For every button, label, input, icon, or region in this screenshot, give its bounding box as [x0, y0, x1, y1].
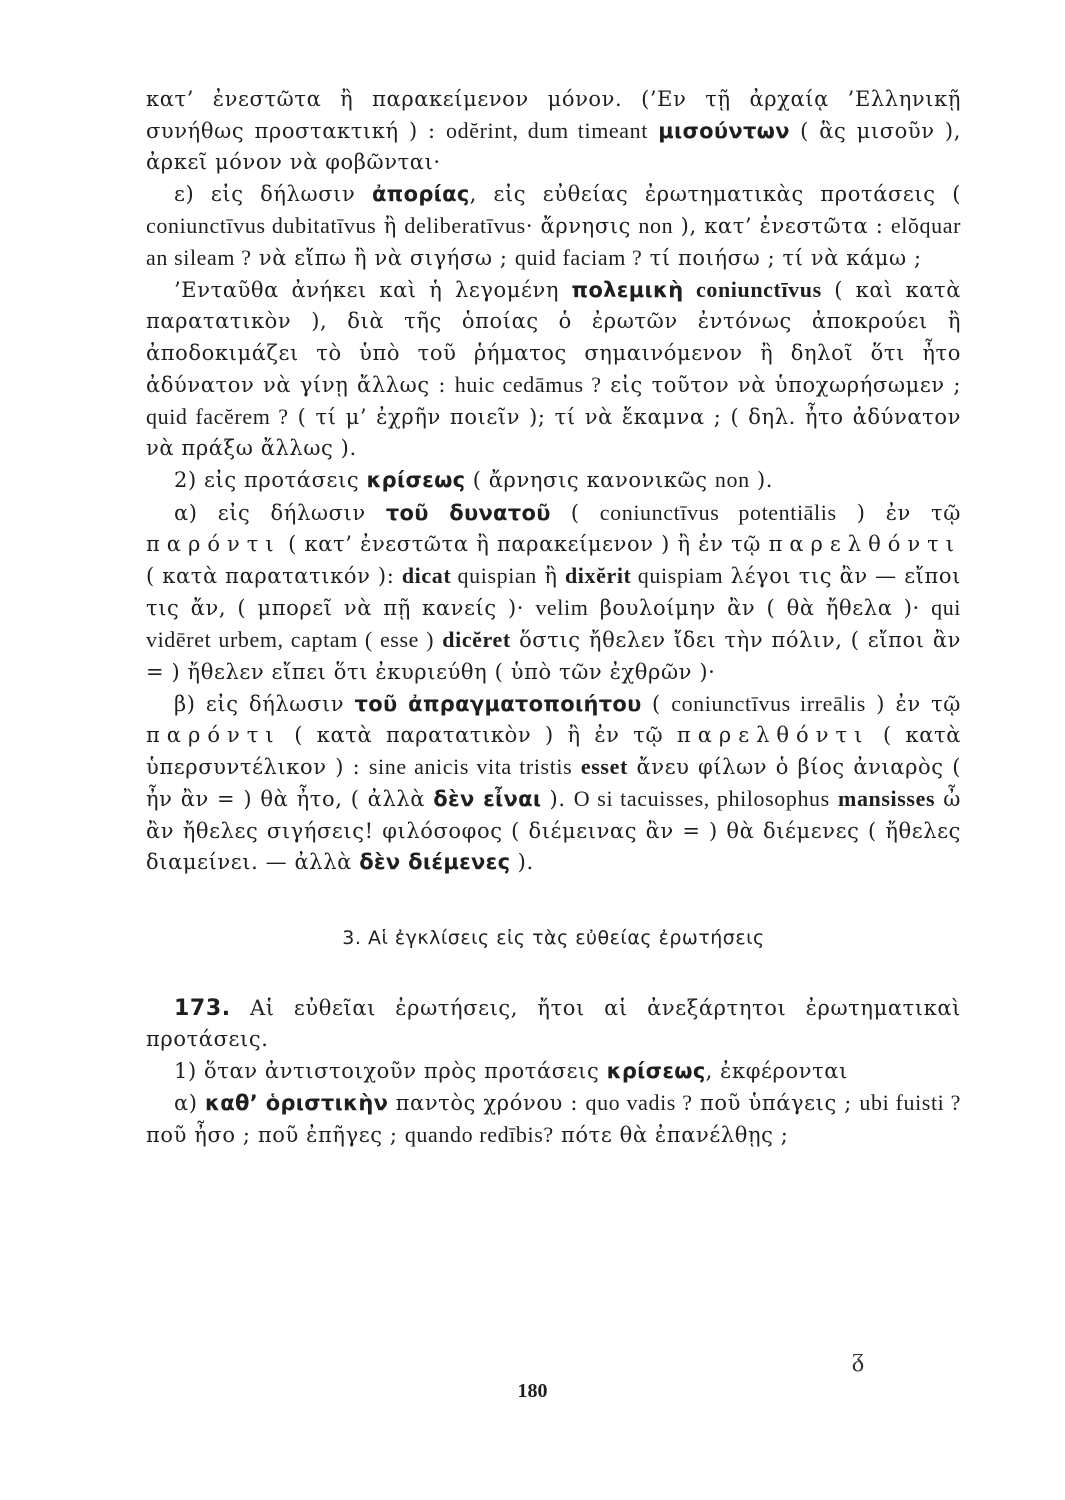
text: ( τί μ’ ἐχρῆν ποιεῖν ); τί νὰ ἔκαμνα ; ( δηλ. ἦτο ἀδύνατον νὰ πράξω ἄλλως ). [146, 405, 961, 461]
paragraph-section-173 [146, 993, 961, 1055]
latin-example: qui vidēret urbem, captam ( esse ) [146, 595, 962, 653]
text: ἄνευ φίλων ὁ βίος ἀνιαρὸς ( ἦν ἂν = ) θὰ ἦτο, ( ἀλλὰ [146, 755, 962, 812]
paragraph-direct-questions [146, 1056, 961, 1087]
text: ( κατὰ ὑπερσυντέλικον ) : [146, 723, 961, 780]
latin-example: O si tacuisses, philosophus [573, 786, 830, 812]
bold-term: κρίσεως [366, 468, 466, 493]
section-heading: 3. Αἱ ἐγκλίσεις εἰς τὰς εὐθείας ἐρωτήσεις [342, 927, 765, 950]
page-body [146, 84, 961, 1151]
latin-example: quid facĕrem ? [146, 404, 289, 430]
latin-term: coniunctīvus irreālis [671, 690, 866, 716]
text: ( κατ’ ἐνεστῶτα ἢ παρακείμενον ) ἢ ἐν τῷ [280, 531, 769, 556]
paragraph-irrealis [146, 688, 961, 878]
latin-example: quid faciam ? [514, 245, 643, 271]
text: ’Ενταῦθα ἀνήκει καὶ ἡ λεγομένη [174, 278, 572, 303]
text: νὰ εἴπω ἢ νὰ σιγήσω ; [251, 246, 515, 271]
text: τί ποιήσω ; τί νὰ κάμω ; [642, 246, 922, 271]
bold-term: μισούντων [658, 119, 790, 144]
text: ὅστις ἤθελεν ἴδει τὴν πόλιν, ( εἴποι ἂν = ) ἤθελεν εἴπει ὅτι ἐκυριεύθη ( ὑπὸ τῶν ἐχθρῶν )· [146, 628, 962, 684]
latin-term: coniunctīvus dubitatīvus [146, 212, 377, 238]
paragraph-imperative-note [146, 84, 961, 179]
text: ὦ ἂν ἤθελες σιγήσεις! φιλόσοφος ( διέμεινας ἂν = ) θὰ διέμενες ( ἤθελες διαμείνει. — ἀλλὰ [146, 787, 962, 874]
text: ε) εἰς δήλωσιν [174, 181, 372, 206]
latin-bold-term: mansisses [838, 786, 936, 812]
text: ) ἐν τῷ [836, 500, 962, 525]
text: ἢ [376, 213, 405, 238]
latin-example: quando redībis? [404, 1122, 554, 1148]
text: παντὸς χρόνου : [388, 1090, 586, 1115]
latin-bold-term: dicĕret [442, 627, 511, 653]
text: ) ἐν τῷ [865, 691, 962, 716]
paragraph-judgement [146, 464, 961, 496]
latin-bold-term: esset [580, 754, 628, 780]
latin-term: deliberatīvus [404, 212, 526, 238]
spaced-term: παρελθόντι [768, 531, 961, 556]
bold-term: καθ’ ὁριστικὴν [205, 1090, 389, 1115]
latin-example: velim [535, 595, 589, 621]
text: , ἐκφέρονται [705, 1058, 848, 1083]
text: ( [641, 691, 672, 716]
text: ). [749, 468, 774, 493]
text: ( κατὰ παρατατικόν ): [146, 564, 402, 589]
text: · ἄρνησις [525, 213, 639, 238]
paragraph-potential [146, 497, 961, 688]
latin-bold-term: coniunctīvus [695, 277, 822, 303]
latin-example: quispian [451, 563, 537, 589]
text: ( ἄρνησις κανονικῶς [465, 468, 715, 493]
text: ( κατὰ παρατατικὸν ) ἢ ἐν τῷ [280, 723, 677, 748]
latin-example: huic cedāmus ? [454, 371, 602, 397]
text: ). [541, 787, 574, 812]
text: ), κατ’ ἐνεστῶτα : [673, 213, 891, 238]
latin-example: odĕrint, dum timeant [446, 118, 648, 144]
text: α) [174, 1090, 206, 1115]
text: ( [550, 500, 600, 525]
bold-term: τοῦ ἀπραγματοποιήτου [354, 691, 642, 716]
latin-bold-term: dicat [401, 563, 452, 589]
spaced-term: παρόντι [146, 723, 281, 748]
latin-term: non [638, 212, 674, 238]
text: ποῦ ἦσο ; ποῦ ἐπῆγες ; [146, 1123, 405, 1148]
text: ( ἃς μισοῦν ), ἀρκεῖ μόνον νὰ φοβῶνται· [146, 119, 961, 175]
section-number: 173. [174, 996, 231, 1022]
bold-term: δὲν διέμενες [359, 849, 511, 874]
text: , εἰς εὐθείας ἐρωτηματικὰς προτάσεις ( [469, 181, 961, 206]
spaced-term: παρόντι [146, 531, 281, 556]
paragraph-aporia [146, 179, 961, 275]
text: ἢ [536, 564, 565, 589]
bold-term: ἀπορίας [371, 181, 470, 206]
bold-term: κρίσεως [606, 1058, 706, 1083]
text: Αἱ εὐθεῖαι ἐρωτήσεις, ἤτοι αἱ ἀνεξάρτητοι ἐρωτηματικαὶ προτάσεις. [146, 996, 961, 1052]
latin-example: quispiam [631, 563, 724, 589]
latin-example: quo vadis ? [585, 1089, 693, 1115]
text: λέγοι τις ἂν — εἴποι τις ἄν, ( μπορεῖ νὰ πῇ κανείς )· [146, 564, 961, 621]
latin-example: sine anicis vita tristis [368, 754, 573, 780]
text: βουλοίμην ἂν ( θὰ ἤθελα )· [588, 596, 932, 621]
text: ( καὶ κατὰ παρατατικὸν ), διὰ τῆς ὁποίας ὁ ἐρωτῶν ἐντόνως ἀποκρούει ἢ ἀποδοκιμάζει τὸ ὑπὸ τοῦ ῥήματος σημαινόμενον ἢ δηλοῖ ὅτι ἦτο ἀδύνατον νὰ γίνῃ ἄλλως : [146, 278, 961, 397]
latin-term: coniunctīvus potentiālis [599, 499, 837, 525]
bold-term: δὲν εἶναι [433, 787, 542, 812]
text: ). [510, 849, 534, 874]
text: 2) εἰς προτάσεις [174, 468, 367, 493]
text: β) εἰς δήλωσιν [174, 691, 355, 716]
latin-bold-term: dixĕrit [564, 563, 632, 589]
latin-term: non [714, 467, 750, 493]
text: πότε θὰ ἐπανέλθῃς ; [553, 1123, 789, 1148]
text: α) εἰς δήλωσιν [174, 500, 386, 525]
text: ποῦ ὑπάγεις ; [692, 1090, 860, 1115]
bold-term: πολεμικὴ [571, 278, 684, 303]
page-number: 180 [517, 1380, 548, 1402]
margin-mark: ᵹ [852, 1343, 865, 1372]
latin-example: ubi fuisti ? [859, 1089, 962, 1115]
spaced-term: παρελθόντι [676, 723, 870, 748]
text: 1) ὅταν ἀντιστοιχοῦν πρὸς προτάσεις [174, 1058, 607, 1083]
text: κατ’ ἐνεστῶτα ἢ παρακείμενον μόνον. (’Εν τῇ ἀρχαίᾳ ’Ελληνικῇ συνήθως προστακτική ) : [146, 87, 961, 144]
latin-example: elŏquar an sileam ? [146, 212, 961, 271]
paragraph-indicative [146, 1087, 961, 1151]
bold-term: τοῦ δυνατοῦ [385, 500, 551, 525]
text: εἰς τοῦτον νὰ ὑποχωρήσωμεν ; [601, 372, 962, 397]
paragraph-polemic [146, 274, 961, 464]
